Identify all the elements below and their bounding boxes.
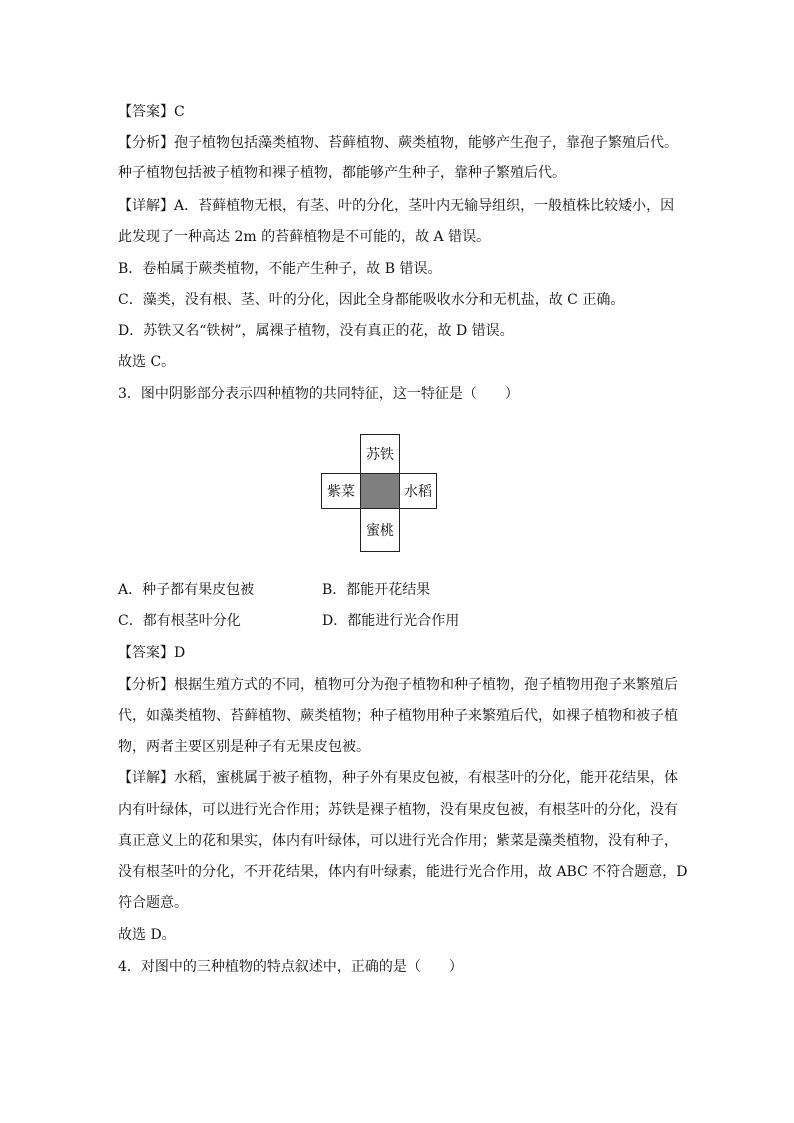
q2-detail-line: B．卷柏属于蕨类植物，不能产生种子，故 B 错误。 <box>118 261 442 277</box>
q3-detail-line: 没有根茎叶的分化，不开花结果，体内有叶绿素，能进行光合作用，故 ABC 不符合题意，D <box>118 864 688 880</box>
q2-detail-line: D．苏铁又名“铁树”，属裸子植物，没有真正的花，故 D 错误。 <box>118 323 514 339</box>
diagram-shaded-center <box>360 473 400 509</box>
diagram-cell-left: 紫菜 <box>321 473 361 509</box>
q3-detail-line: 符合题意。 <box>118 895 188 911</box>
q3-analysis-line: 代，如藻类植物、苔藓植物、蕨类植物；种子植物用种子来繁殖后代，如裸子植物和被子植 <box>118 708 678 724</box>
q3-option-b: B．都能开花结果 <box>322 582 431 598</box>
q2-detail-line: 【详解】A．苔藓植物无根，有茎、叶的分化，茎叶内无输导组织，一般植株比较矮小，因 <box>118 198 675 214</box>
q3-detail-line: 真正意义上的花和果实，体内有叶绿体，可以进行光合作用；紫菜是藻类植物，没有种子， <box>118 833 678 849</box>
q3-detail-line: 【详解】水稻，蜜桃属于被子植物，种子外有果皮包被，有根茎叶的分化，能开花结果，体 <box>118 770 678 786</box>
q2-analysis-line: 【分析】孢子植物包括藻类植物、苔藓植物、蕨类植物，能够产生孢子，靠孢子繁殖后代。 <box>118 135 678 151</box>
q3-stem: 3．图中阴影部分表示四种植物的共同特征，这一特征是（ ） <box>118 386 519 402</box>
q2-analysis-line: 种子植物包括被子植物和裸子植物，都能够产生种子，靠种子繁殖后代。 <box>118 165 566 181</box>
diagram-cell-right: 水稻 <box>399 473 437 509</box>
diagram-cell-top: 苏铁 <box>360 434 400 474</box>
q3-detail-line: 故选 D。 <box>118 927 176 943</box>
q3-answer: 【答案】D <box>118 645 186 661</box>
q3-detail-line: 内有叶绿体，可以进行光合作用；苏铁是裸子植物，没有果皮包被，有根茎叶的分化，没有 <box>118 802 678 818</box>
q2-detail-line: 此发现了一种高达 2m 的苔藓植物是不可能的，故 A 错误。 <box>118 229 491 245</box>
plant-diagram <box>321 434 437 552</box>
q4-stem: 4．对图中的三种植物的特点叙述中，正确的是（ ） <box>118 959 463 975</box>
q3-analysis-line: 物，两者主要区别是种子有无果皮包被。 <box>118 739 370 755</box>
q3-option-a: A．种子都有果皮包被 <box>118 582 255 598</box>
q2-detail-line: 故选 C。 <box>118 354 176 370</box>
q3-option-c: C．都有根茎叶分化 <box>118 613 241 629</box>
q2-detail-line: C．藻类，没有根、茎、叶的分化，因此全身都能吸收水分和无机盐，故 C 正确。 <box>118 292 625 308</box>
q2-answer: 【答案】C <box>118 104 185 120</box>
q3-analysis-line: 【分析】根据生殖方式的不同，植物可分为孢子植物和种子植物，孢子植物用孢子来繁殖后 <box>118 677 678 693</box>
q3-option-d: D．都能进行光合作用 <box>322 613 460 629</box>
diagram-cell-bottom: 蜜桃 <box>360 508 400 552</box>
